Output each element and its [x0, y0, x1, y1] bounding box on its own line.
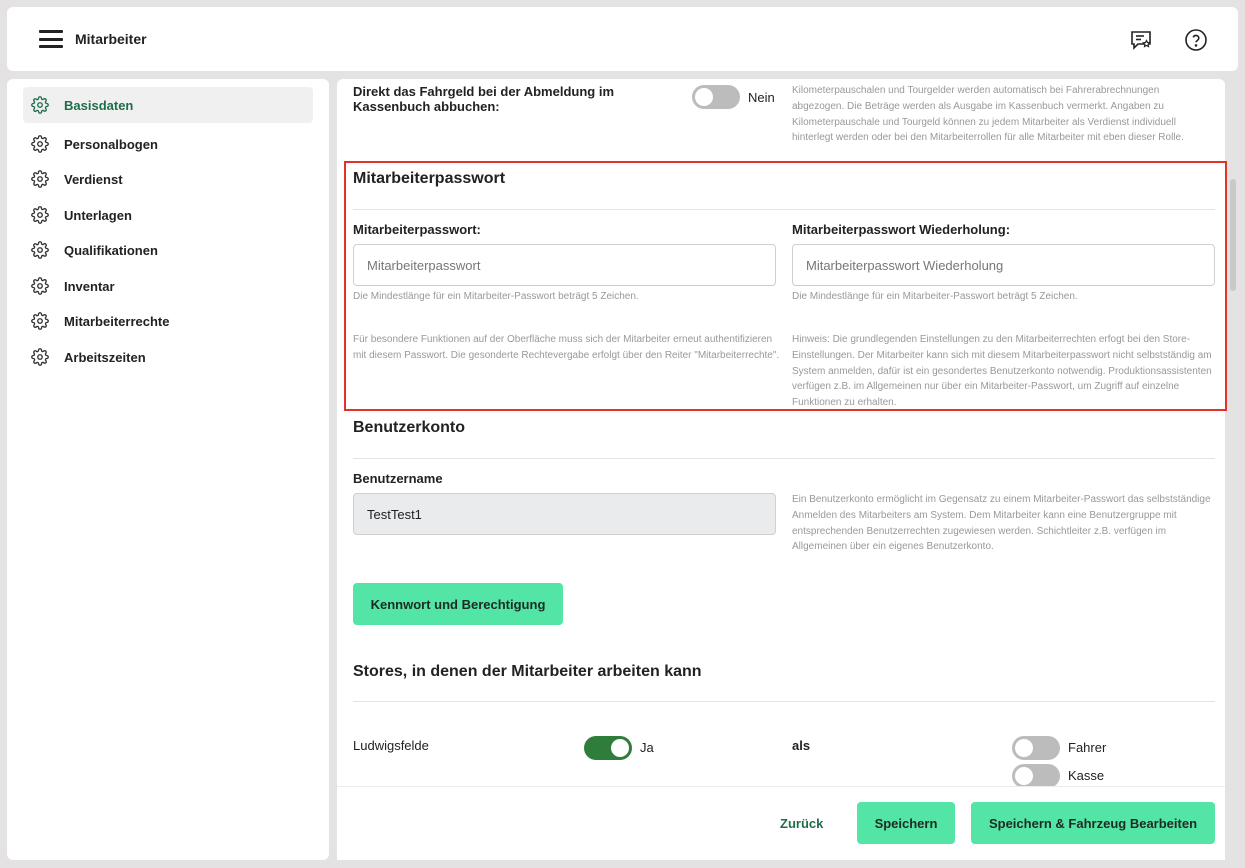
sidebar-item-mitarbeiterrechte[interactable]: [23, 303, 313, 339]
sidebar-item-label: Verdienst: [64, 171, 123, 187]
stores-section-title: Stores, in denen der Mitarbeiter arbeiten kann: [353, 663, 702, 680]
benutzerkonto-section-title: Benutzerkonto: [353, 419, 465, 436]
store-name: Ludwigsfelde: [353, 738, 429, 753]
save-button[interactable]: Speichern: [857, 802, 955, 844]
fahrgeld-toggle-text: Nein: [748, 90, 775, 105]
role-toggle-fahrer[interactable]: [1012, 736, 1060, 760]
sidebar-item-qualifikationen[interactable]: [23, 232, 313, 268]
sidebar-item-label: Basisdaten: [64, 97, 134, 113]
fahrgeld-toggle[interactable]: [692, 85, 740, 109]
sidebar-item-label: Unterlagen: [64, 207, 132, 223]
gear-icon: [31, 277, 49, 295]
divider: [353, 701, 1215, 702]
kennwort-berechtigung-button[interactable]: Kennwort und Berechtigung: [353, 583, 563, 625]
sidebar-item-unterlagen[interactable]: [23, 197, 313, 233]
scrollbar-thumb[interactable]: [1230, 179, 1236, 291]
username-label: Benutzername: [353, 471, 443, 486]
role-label-kasse: Kasse: [1068, 768, 1105, 783]
sidebar-item-label: Personalbogen: [64, 136, 158, 152]
store-toggle-text: Ja: [640, 740, 654, 755]
hamburger-icon[interactable]: [39, 30, 63, 48]
role-label-fahrer: Fahrer: [1068, 740, 1107, 755]
page-title: Mitarbeiter: [75, 31, 147, 47]
gear-icon: [31, 312, 49, 330]
gear-icon: [31, 170, 49, 188]
passwort-field-label: Mitarbeiterpasswort:: [353, 222, 481, 237]
gear-icon: [31, 96, 49, 114]
benutzerkonto-hint: Ein Benutzerkonto ermöglicht im Gegensatz zu einem Mitarbeiter-Passwort das selbstständige Anmelden des Mitarbeiters am System. Dem Mitarbeiter kann eine Benutzergruppe mit entsprechenden Benutzerrechten zugewiesen werden. Schichtleiter z.B. verfügen im Allgemeinen über ein eigenes Benutzerkonto.: [792, 494, 1211, 553]
help-circle-icon[interactable]: [1184, 28, 1208, 52]
divider: [353, 209, 1215, 210]
sidebar-item-arbeitszeiten[interactable]: [23, 339, 313, 375]
passwort-repeat-hint: Die Mindestlänge für ein Mitarbeiter-Passwort beträgt 5 Zeichen.: [792, 291, 1078, 302]
gear-icon: [31, 348, 49, 366]
sidebar-item-label: Mitarbeiterrechte: [64, 313, 170, 329]
app-header: [7, 7, 1238, 71]
passwort-section-title: Mitarbeiterpasswort: [353, 170, 506, 187]
back-button[interactable]: Zurück: [780, 816, 824, 831]
passwort-repeat-label: Mitarbeiterpasswort Wiederholung:: [792, 222, 1011, 237]
fahrgeld-label: Direkt das Fahrgeld bei der Abmeldung im Kassenbuch abbuchen:: [353, 84, 615, 114]
passwort-repeat-input[interactable]: Mitarbeiterpasswort Wiederholung: [792, 244, 1215, 286]
gear-icon: [31, 206, 49, 224]
divider: [353, 458, 1215, 459]
scrollbar[interactable]: [1228, 79, 1238, 860]
passwort-info-left: Für besondere Funktionen auf der Oberfläche muss sich der Mitarbeiter erneut authentifizieren mit diesem Passwort. Die gesonderte Rechtevergabe erfolgt über den Reiter "Mitarbeiterrechte".: [353, 334, 780, 361]
role-toggle-kasse[interactable]: [1012, 764, 1060, 788]
sidebar-item-label: Arbeitszeiten: [64, 349, 146, 365]
sidebar: [7, 79, 329, 860]
sidebar-item-inventar[interactable]: [23, 268, 313, 304]
gear-icon: [31, 135, 49, 153]
username-input[interactable]: TestTest1: [353, 493, 776, 535]
fahrgeld-hint: Kilometerpauschalen und Tourgelder werden automatisch bei Fahrerabrechnungen abgezogen. Die Beträge werden als Ausgabe im Kassenbuch vermerkt. Angaben zu Kilometerpauschale und Tourgeld können zu jedem Mitarbeiter als Verdienst individuell hinterlegt werden oder bei den Mitarbeiterrollen für alle Mitarbeiter mit eben dieser Rolle.: [792, 85, 1184, 144]
sidebar-item-verdienst[interactable]: [23, 161, 313, 197]
store-toggle[interactable]: [584, 736, 632, 760]
als-label: als: [792, 738, 811, 753]
passwort-hint: Die Mindestlänge für ein Mitarbeiter-Passwort beträgt 5 Zeichen.: [353, 291, 639, 302]
sidebar-item-basisdaten[interactable]: [23, 87, 313, 123]
chat-star-icon[interactable]: [1129, 28, 1153, 52]
save-and-edit-vehicle-button[interactable]: Speichern & Fahrzeug Bearbeiten: [971, 802, 1215, 844]
sidebar-item-label: Qualifikationen: [64, 242, 158, 258]
sidebar-item-personalbogen[interactable]: [23, 126, 313, 162]
passwort-input[interactable]: Mitarbeiterpasswort: [353, 244, 776, 286]
sidebar-item-label: Inventar: [64, 278, 115, 294]
gear-icon: [31, 241, 49, 259]
passwort-info-right: Hinweis: Die grundlegenden Einstellungen zu den Mitarbeiterrechten erfogt bei den Store-Einstellungen. Der Mitarbeiter kann sich mit diesem Mitarbeiterpasswort nicht selbstständig am System anmelden, dafür ist ein gesondertes Benutzerkonto notwendig. Produktionsassistenten verfügen z.B. im Allgemeinen nur über ein Mitarbeiter-Passwort, um Zugriff auf einzelne Funktionen zu erhalten.: [792, 334, 1212, 409]
